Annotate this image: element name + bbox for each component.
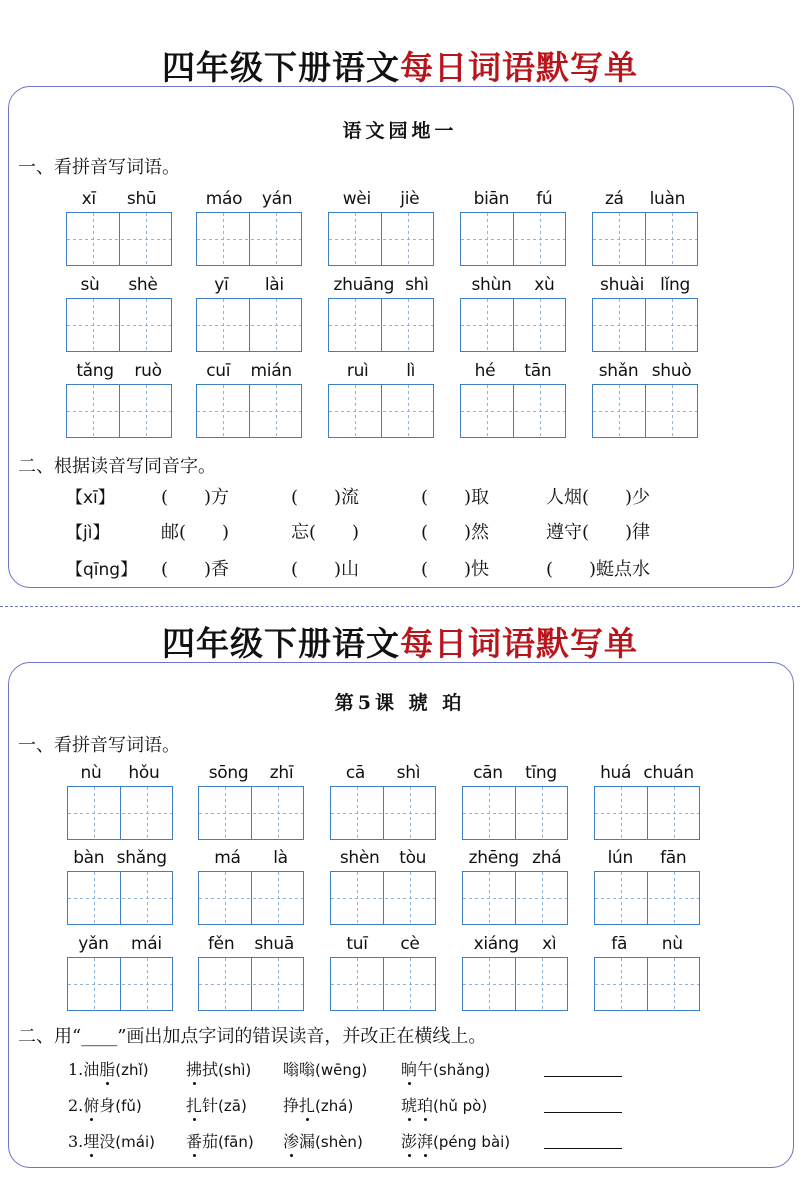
dotted-character: 拂 [186, 1060, 203, 1079]
pinyin-label [594, 762, 700, 784]
writing-grid-box[interactable] [66, 384, 172, 438]
pinyin-syllable: nù [661, 934, 683, 954]
pinyin-label [66, 274, 172, 296]
pinyin-syllable: shì [405, 275, 429, 295]
pinyin-syllable: huá [600, 763, 632, 783]
writing-grid-box[interactable] [460, 384, 566, 438]
pinyin-syllable: zhī [269, 763, 294, 783]
pinyin-syllable: máo [205, 189, 243, 209]
writing-grid-box[interactable] [196, 298, 302, 352]
pinyin-syllable: tuī [346, 934, 368, 954]
pinyin-syllable: lún [607, 848, 633, 868]
pinyin-syllable: fān [660, 848, 687, 868]
pinyin-syllable: tīng [525, 763, 557, 783]
homophone-blank-item[interactable]: 遵守( )律 [546, 522, 651, 543]
homophone-blank-item[interactable]: ( )取 [421, 487, 490, 508]
pinyin-label [592, 360, 698, 382]
pinyin-syllable: wèi [342, 189, 371, 209]
sheet1-lesson-title: 语文园地一 [342, 120, 458, 142]
pinyin-label [460, 274, 566, 296]
pinyin-syllable: zhuāng [333, 275, 395, 295]
homophone-blank-item[interactable]: 人烟( )少 [546, 487, 651, 508]
writing-grid-box[interactable] [196, 384, 302, 438]
writing-grid-box[interactable] [460, 212, 566, 266]
pinyin-label [196, 360, 302, 382]
error-word-item: 2.俯身(fǔ) [68, 1096, 142, 1115]
sheet2-section2-heading: 二、用“____”画出加点字词的错误读音，并改正在横线上。 [18, 1026, 487, 1047]
pinyin-syllable: shǎng [116, 848, 167, 868]
dotted-character: 扎 [299, 1096, 316, 1115]
writing-grid-box[interactable] [594, 786, 700, 840]
pinyin-syllable: zhá [532, 848, 562, 868]
pinyin-syllable: shǎn [598, 361, 639, 381]
error-word-item: 嗡嗡(wēng) [283, 1060, 368, 1079]
pinyin-syllable: má [214, 848, 241, 868]
sheet2-title-black: 四年级下册语文 [162, 624, 400, 663]
writing-grid-box[interactable] [198, 786, 304, 840]
writing-grid-box[interactable] [592, 212, 698, 266]
homophone-blank-item[interactable]: ( )流 [291, 487, 360, 508]
homophone-blank-item[interactable]: ( )快 [421, 559, 490, 580]
pinyin-syllable: xī [81, 189, 96, 209]
pinyin-syllable: shuài [600, 275, 645, 295]
writing-grid-box[interactable] [67, 957, 173, 1011]
pinyin-label [66, 360, 172, 382]
homophone-blank-item[interactable]: 忘( ) [291, 522, 360, 543]
dotted-character: 埋 [83, 1132, 100, 1151]
given-pinyin: (fān) [218, 1133, 254, 1151]
answer-line[interactable] [544, 1148, 622, 1149]
homophone-blank-item[interactable]: ( )方 [161, 487, 230, 508]
pinyin-label [67, 933, 173, 955]
pinyin-syllable: ruò [134, 361, 162, 381]
writing-grid-box[interactable] [198, 871, 304, 925]
pinyin-syllable: fā [611, 934, 628, 954]
error-word-item: 晌午(shǎng) [401, 1060, 491, 1079]
pinyin-syllable: xù [534, 275, 555, 295]
homophone-pinyin-label: 【xī】 [66, 488, 115, 508]
dotted-character: 珀 [417, 1096, 434, 1115]
sheet1-title-black: 四年级下册语文 [162, 48, 400, 87]
error-word-item: 挣扎(zhá) [283, 1096, 354, 1115]
pinyin-syllable: chuán [643, 763, 694, 783]
dotted-character: 澎 [401, 1132, 418, 1151]
pinyin-label [462, 762, 568, 784]
item-number: 2. [68, 1096, 84, 1115]
pinyin-syllable: cā [345, 763, 365, 783]
sheet2-title-red: 每日词语默写单 [400, 624, 638, 663]
answer-line[interactable] [544, 1112, 622, 1113]
given-pinyin: (shèn) [315, 1133, 363, 1151]
pinyin-syllable: fěn [208, 934, 235, 954]
pinyin-syllable: cè [400, 934, 420, 954]
pinyin-syllable: lǐng [660, 275, 690, 295]
pinyin-label [67, 847, 173, 869]
pinyin-syllable: hé [474, 361, 496, 381]
homophone-blank-item[interactable]: ( )然 [421, 522, 490, 543]
pinyin-syllable: shè [128, 275, 158, 295]
sheet1-title-red: 每日词语默写单 [400, 48, 638, 87]
writing-grid-box[interactable] [460, 298, 566, 352]
pinyin-syllable: cuī [206, 361, 231, 381]
pinyin-syllable: nù [80, 763, 102, 783]
pinyin-syllable: ruì [346, 361, 369, 381]
page-divider [0, 606, 800, 607]
given-pinyin: (péng bài) [433, 1133, 511, 1151]
writing-grid-box[interactable] [330, 871, 436, 925]
writing-grid-box[interactable] [462, 871, 568, 925]
homophone-blank-item[interactable]: ( )蜓点水 [546, 559, 651, 580]
homophone-blank-item[interactable]: 邮( ) [161, 522, 230, 543]
pinyin-syllable: sōng [208, 763, 249, 783]
given-pinyin: (zā) [218, 1097, 247, 1115]
writing-grid-box[interactable] [594, 871, 700, 925]
writing-grid-box[interactable] [330, 957, 436, 1011]
pinyin-label [594, 847, 700, 869]
writing-grid-box[interactable] [462, 957, 568, 1011]
dotted-character: 脂 [99, 1060, 116, 1079]
writing-grid-box[interactable] [592, 298, 698, 352]
pinyin-label [66, 188, 172, 210]
pinyin-syllable: luàn [649, 189, 686, 209]
given-pinyin: (mái) [115, 1133, 155, 1151]
writing-grid-box[interactable] [66, 212, 172, 266]
writing-grid-box[interactable] [330, 786, 436, 840]
writing-grid-box[interactable] [592, 384, 698, 438]
writing-grid-box[interactable] [198, 957, 304, 1011]
pinyin-syllable: tòu [399, 848, 427, 868]
given-pinyin: (wēng) [315, 1061, 368, 1079]
homophone-pinyin-label: 【qīng】 [66, 560, 138, 580]
pinyin-label [594, 933, 700, 955]
pinyin-label [198, 762, 304, 784]
pinyin-label [462, 933, 568, 955]
pinyin-label [462, 847, 568, 869]
pinyin-syllable: shuò [651, 361, 692, 381]
error-word-item: 番茄(fān) [186, 1132, 254, 1151]
writing-grid-box[interactable] [328, 212, 434, 266]
dotted-character: 湃 [417, 1132, 434, 1151]
pinyin-label [592, 274, 698, 296]
answer-line[interactable] [544, 1076, 622, 1077]
pinyin-syllable: biān [473, 189, 510, 209]
pinyin-label [328, 274, 434, 296]
item-number: 3. [68, 1132, 84, 1151]
given-pinyin: (zhǐ) [115, 1061, 149, 1079]
writing-grid-box[interactable] [67, 871, 173, 925]
error-word-item: 扎针(zā) [186, 1096, 247, 1115]
pinyin-label [330, 762, 436, 784]
pinyin-syllable: mái [130, 934, 162, 954]
pinyin-label [592, 188, 698, 210]
pinyin-label [67, 762, 173, 784]
item-number: 1. [68, 1060, 84, 1079]
pinyin-syllable: yī [214, 275, 229, 295]
pinyin-syllable: mián [250, 361, 292, 381]
pinyin-syllable: cān [473, 763, 503, 783]
sheet2-title [0, 618, 800, 665]
pinyin-label [460, 360, 566, 382]
pinyin-syllable: xiáng [473, 934, 519, 954]
sheet1-section2-heading: 二、根据读音写同音字。 [18, 456, 216, 477]
pinyin-syllable: zá [604, 189, 624, 209]
pinyin-syllable: yǎn [78, 934, 109, 954]
error-word-item: 拂拭(shì) [186, 1060, 252, 1079]
dotted-character: 琥 [401, 1096, 418, 1115]
writing-grid-box[interactable] [196, 212, 302, 266]
dotted-character: 番 [186, 1132, 203, 1151]
error-word-item: 3.埋没(mái) [68, 1132, 155, 1151]
pinyin-syllable: bàn [73, 848, 105, 868]
dotted-character: 渗 [283, 1132, 300, 1151]
writing-grid-box[interactable] [594, 957, 700, 1011]
given-pinyin: (hǔ pò) [433, 1097, 488, 1115]
pinyin-label [196, 188, 302, 210]
writing-grid-box[interactable] [462, 786, 568, 840]
pinyin-syllable: shū [126, 189, 157, 209]
pinyin-label [328, 188, 434, 210]
error-word-item [401, 1129, 510, 1152]
error-word-item: 渗漏(shèn) [283, 1132, 363, 1151]
pinyin-syllable: shì [396, 763, 421, 783]
homophone-blank-item[interactable]: ( )山 [291, 559, 360, 580]
writing-grid-box[interactable] [328, 384, 434, 438]
writing-grid-box[interactable] [67, 786, 173, 840]
error-word-item [401, 1093, 487, 1116]
pinyin-syllable: tǎng [76, 361, 114, 381]
pinyin-syllable: tān [524, 361, 552, 381]
pinyin-syllable: shùn [471, 275, 512, 295]
given-pinyin: (shì) [218, 1061, 252, 1079]
pinyin-syllable: zhēng [468, 848, 519, 868]
dotted-character: 晌 [401, 1060, 418, 1079]
pinyin-syllable: là [273, 848, 288, 868]
given-pinyin: (shǎng) [433, 1061, 491, 1079]
writing-grid-box[interactable] [328, 298, 434, 352]
sheet1-title [0, 42, 800, 89]
pinyin-syllable: hǒu [128, 763, 160, 783]
pinyin-label [198, 847, 304, 869]
pinyin-syllable: sù [80, 275, 100, 295]
pinyin-label [198, 933, 304, 955]
writing-grid-box[interactable] [66, 298, 172, 352]
pinyin-label [328, 360, 434, 382]
pinyin-syllable: shèn [339, 848, 380, 868]
sheet2-section1-heading: 一、看拼音写词语。 [18, 735, 180, 756]
dotted-character: 扎 [186, 1096, 203, 1115]
given-pinyin: (fǔ) [115, 1097, 142, 1115]
pinyin-syllable: fú [536, 189, 553, 209]
sheet2-lesson-title: 第5课 琥 珀 [334, 692, 466, 714]
given-pinyin: (zhá) [315, 1097, 354, 1115]
pinyin-syllable: yán [261, 189, 293, 209]
homophone-pinyin-label: 【jì】 [66, 523, 110, 543]
error-word-item: 1.油脂(zhǐ) [68, 1060, 149, 1079]
pinyin-syllable: xì [542, 934, 557, 954]
pinyin-label [460, 188, 566, 210]
dotted-character: 俯 [83, 1096, 100, 1115]
pinyin-syllable: lì [406, 361, 416, 381]
pinyin-label [330, 847, 436, 869]
sheet1-section1-heading: 一、看拼音写词语。 [18, 157, 180, 178]
pinyin-syllable: jiè [400, 189, 420, 209]
homophone-blank-item[interactable]: ( )香 [161, 559, 230, 580]
pinyin-label [196, 274, 302, 296]
pinyin-syllable: shuā [254, 934, 294, 954]
pinyin-label [330, 933, 436, 955]
pinyin-syllable: lài [264, 275, 284, 295]
